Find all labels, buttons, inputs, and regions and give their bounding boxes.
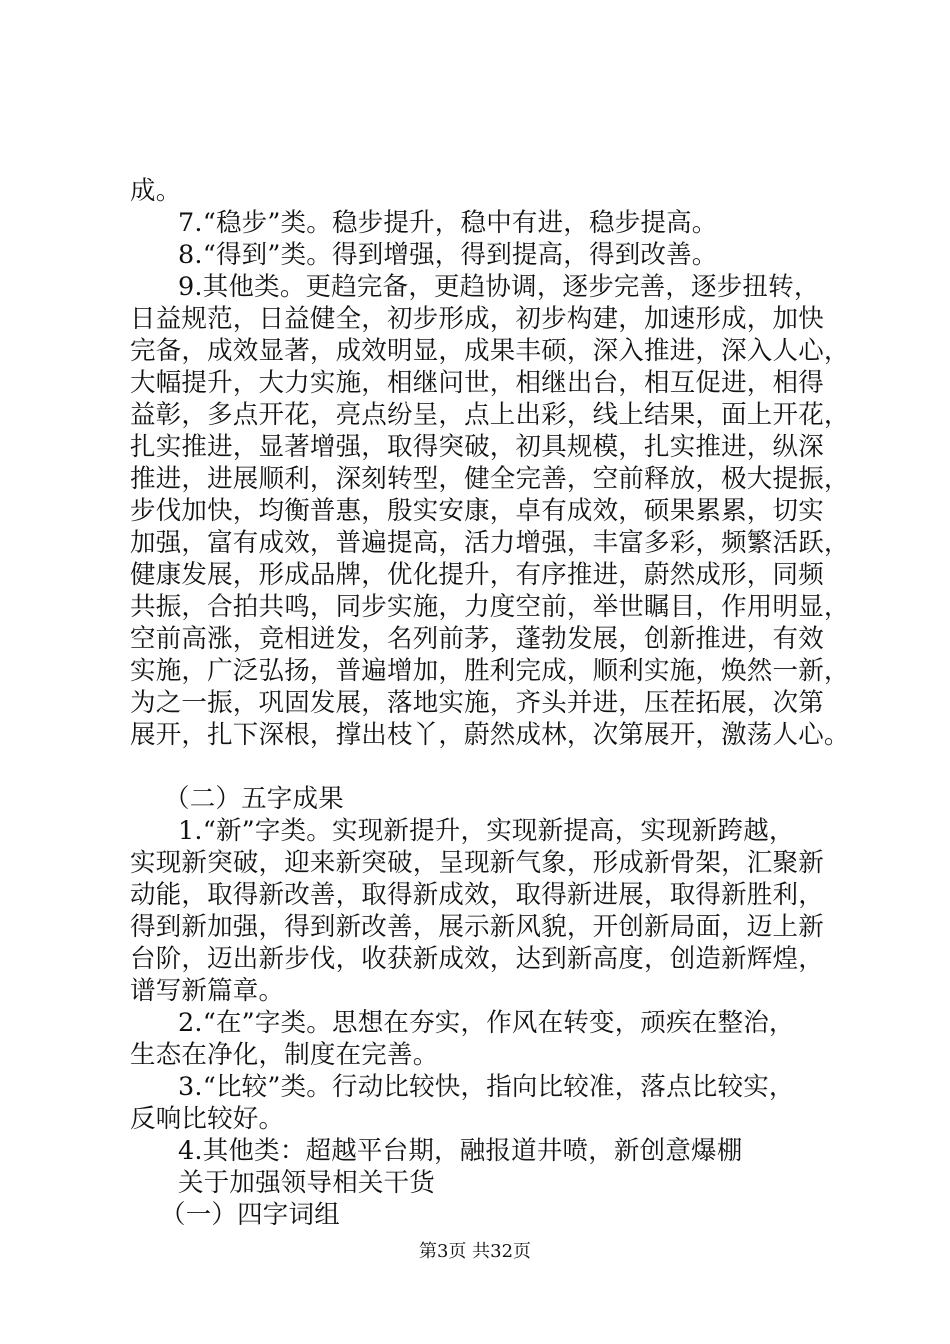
- text-line: 谱写新篇章。: [130, 976, 285, 1006]
- text-line: 9.其他类。更趋完备，更趋协调，逐步完善，逐步扭转，: [178, 272, 820, 302]
- text-line: 健康发展，形成品牌，优化提升，有序推进，蔚然成形，同频: [130, 560, 824, 590]
- text-line: 2.“在”字类。思想在夯实，作风在转变，顽疾在整治，: [178, 1008, 795, 1038]
- page-indicator: 第3页 共32页: [418, 1241, 532, 1262]
- text-line: 台阶，迈出新步伐，收获新成效，达到新高度，创造新辉煌，: [130, 944, 824, 974]
- text-line: 实现新突破，迎来新突破，呈现新气象，形成新骨架，汇聚新: [130, 848, 824, 878]
- section-heading: （二）五字成果: [164, 784, 344, 814]
- text-line: 8.“得到”类。得到增强，得到提高，得到改善。: [178, 240, 718, 270]
- text-line: 为之一振，巩固发展，落地实施，齐头并进，压茬拓展，次第: [130, 688, 824, 718]
- text-line: 加强，富有成效，普遍提高，活力增强，丰富多彩，频繁活跃，: [130, 528, 850, 558]
- section-heading: 关于加强领导相关干货: [178, 1168, 436, 1198]
- text-line: 1.“新”字类。实现新提升，实现新提高，实现新跨越，: [178, 816, 795, 846]
- section-heading: （一）四字词组: [160, 1200, 340, 1230]
- text-line: 展开，扎下深根，撑出枝丫，蔚然成林，次第展开，激荡人心。: [130, 720, 850, 750]
- text-line: 推进，进展顺利，深刻转型，健全完善，空前释放，极大提振，: [130, 464, 850, 494]
- text-line: 共振，合拍共鸣，同步实施，力度空前，举世瞩目，作用明显，: [130, 592, 850, 622]
- text-line: 日益规范，日益健全，初步形成，初步构建，加速形成，加快: [130, 304, 824, 334]
- text-line: 4.其他类：超越平台期，融报道井喷，新创意爆棚: [178, 1136, 743, 1166]
- text-line: 益彰，多点开花，亮点纷呈，点上出彩，线上结果，面上开花，: [130, 400, 850, 430]
- text-line: 反响比较好。: [130, 1104, 285, 1134]
- text-line: 扎实推进，显著增强，取得突破，初具规模，扎实推进，纵深: [130, 432, 824, 462]
- text-line: 空前高涨，竞相迸发，名列前茅，蓬勃发展，创新推进，有效: [130, 624, 824, 654]
- text-line: 步伐加快，均衡普惠，殷实安康，卓有成效，硕果累累，切实: [130, 496, 824, 526]
- text-line: 3.“比较”类。行动比较快，指向比较准，落点比较实，: [178, 1072, 795, 1102]
- text-line: 完备，成效显著，成效明显，成果丰硕，深入推进，深入人心，: [130, 336, 850, 366]
- text-line: 大幅提升，大力实施，相继问世，相继出台，相互促进，相得: [130, 368, 824, 398]
- text-line: 7.“稳步”类。稳步提升，稳中有进，稳步提高。: [178, 208, 718, 238]
- text-line: 生态在净化，制度在完善。: [130, 1040, 439, 1070]
- text-line: 动能，取得新改善，取得新成效，取得新进展，取得新胜利，: [130, 880, 824, 910]
- text-line: 得到新加强，得到新改善，展示新风貌，开创新局面，迈上新: [130, 912, 824, 942]
- text-line: 实施，广泛弘扬，普遍增加，胜利完成，顺利实施，焕然一新，: [130, 656, 850, 686]
- text-line: 成。: [130, 176, 182, 206]
